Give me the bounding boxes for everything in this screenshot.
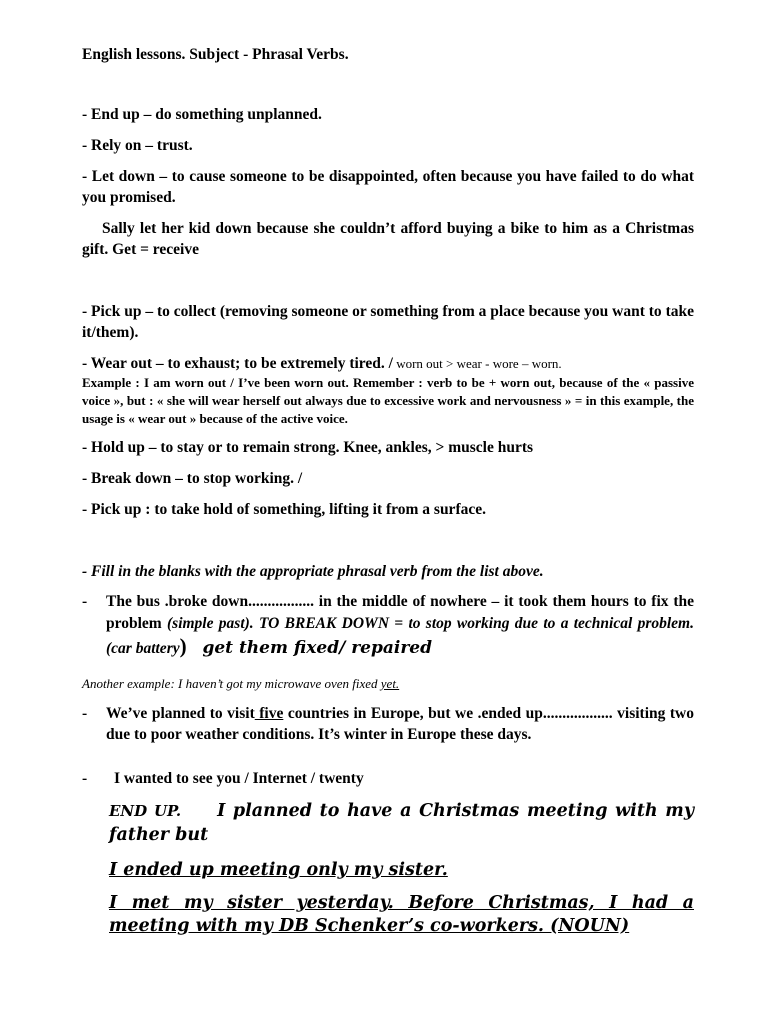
- def-rely-on: - Rely on – trust.: [82, 137, 193, 154]
- list-dash: -: [82, 770, 88, 787]
- exercise-instruction: - Fill in the blanks with the appropriate phrasal verb from the list above.: [82, 563, 544, 580]
- document-title: English lessons. Subject - Phrasal Verbs.: [82, 46, 349, 63]
- def-pick-up-collect: - Pick up – to collect (removing someone or something from a place because you want to take it/them).: [82, 303, 694, 341]
- def-let-down: - Let down – to cause someone to be disappointed, often because you have failed to do what you promised.: [82, 168, 694, 206]
- another-example-yet: yet.: [380, 676, 400, 691]
- handwritten-ended-up: I ended up meeting only my sister.: [109, 860, 448, 880]
- item-internet-text: I wanted to see you / Internet / twenty: [114, 770, 364, 787]
- wear-out-heading: - Wear out – to exhaust; to be extremely tired. /: [82, 355, 393, 372]
- item-bus-definition: TO BREAK DOWN = to stop working due to a technical problem.: [253, 615, 694, 632]
- handwritten-met-sister: I met my sister yesterday. Before Christmas, I had a meeting with my DB Schenker’s co-workers. (NOUN): [109, 893, 694, 936]
- wear-out-forms: worn out > wear - wore – worn.: [392, 356, 562, 371]
- list-dash: -: [82, 705, 88, 722]
- end-up-sentence: I planned to have a Christmas meeting with my father but: [109, 801, 694, 845]
- item-europe-five: five: [254, 705, 284, 722]
- def-end-up: - End up – do something unplanned.: [82, 106, 322, 123]
- item-bus-paren: ): [179, 634, 187, 658]
- exercise-item-bus: [82, 591, 694, 660]
- end-up-label: END UP.: [109, 802, 182, 820]
- handwritten-end-up: [109, 799, 694, 847]
- item-bus-tense: (simple past).: [161, 615, 254, 632]
- def-hold-up: - Hold up – to stay or to remain strong. Knee, ankles, > muscle hurts: [82, 439, 534, 456]
- item-bus-car-battery: (car battery: [106, 640, 180, 657]
- item-europe-rest: countries in Europe, but we .ended up.................. visiting two due to poor weather conditions. It’s winter in Europe these days.: [106, 705, 694, 743]
- item-bus-handwritten-note: get them fixed/ repaired: [202, 638, 433, 658]
- list-dash: -: [82, 593, 88, 610]
- example-sally: Sally let her kid down because she couldn’t afford buying a bike to him as a Christmas gift. Get = receive: [82, 220, 694, 258]
- def-break-down: - Break down – to stop working. /: [82, 470, 303, 487]
- exercise-item-internet: [82, 768, 694, 789]
- def-pick-up-lift: - Pick up : to take hold of something, lifting it from a surface.: [82, 501, 486, 518]
- exercise-item-europe: [82, 703, 694, 745]
- another-example-text: Another example: I haven’t got my microwave oven fixed: [82, 676, 381, 691]
- item-europe-start: We’ve planned to visit: [106, 705, 255, 722]
- another-example: [82, 675, 694, 693]
- wear-out-example: Example : I am worn out / I’ve been worn out. Remember : verb to be + worn out, because of the « passive voice », but : « she will wear herself out always due to excessive work and nervousness » = in this example, the usage is « wear out » because of the active voice.: [82, 375, 694, 426]
- item-bus-sentence: The bus .broke down................. in the middle of nowhere – it took them hours to fix the problem: [106, 593, 694, 632]
- def-wear-out: [82, 353, 694, 374]
